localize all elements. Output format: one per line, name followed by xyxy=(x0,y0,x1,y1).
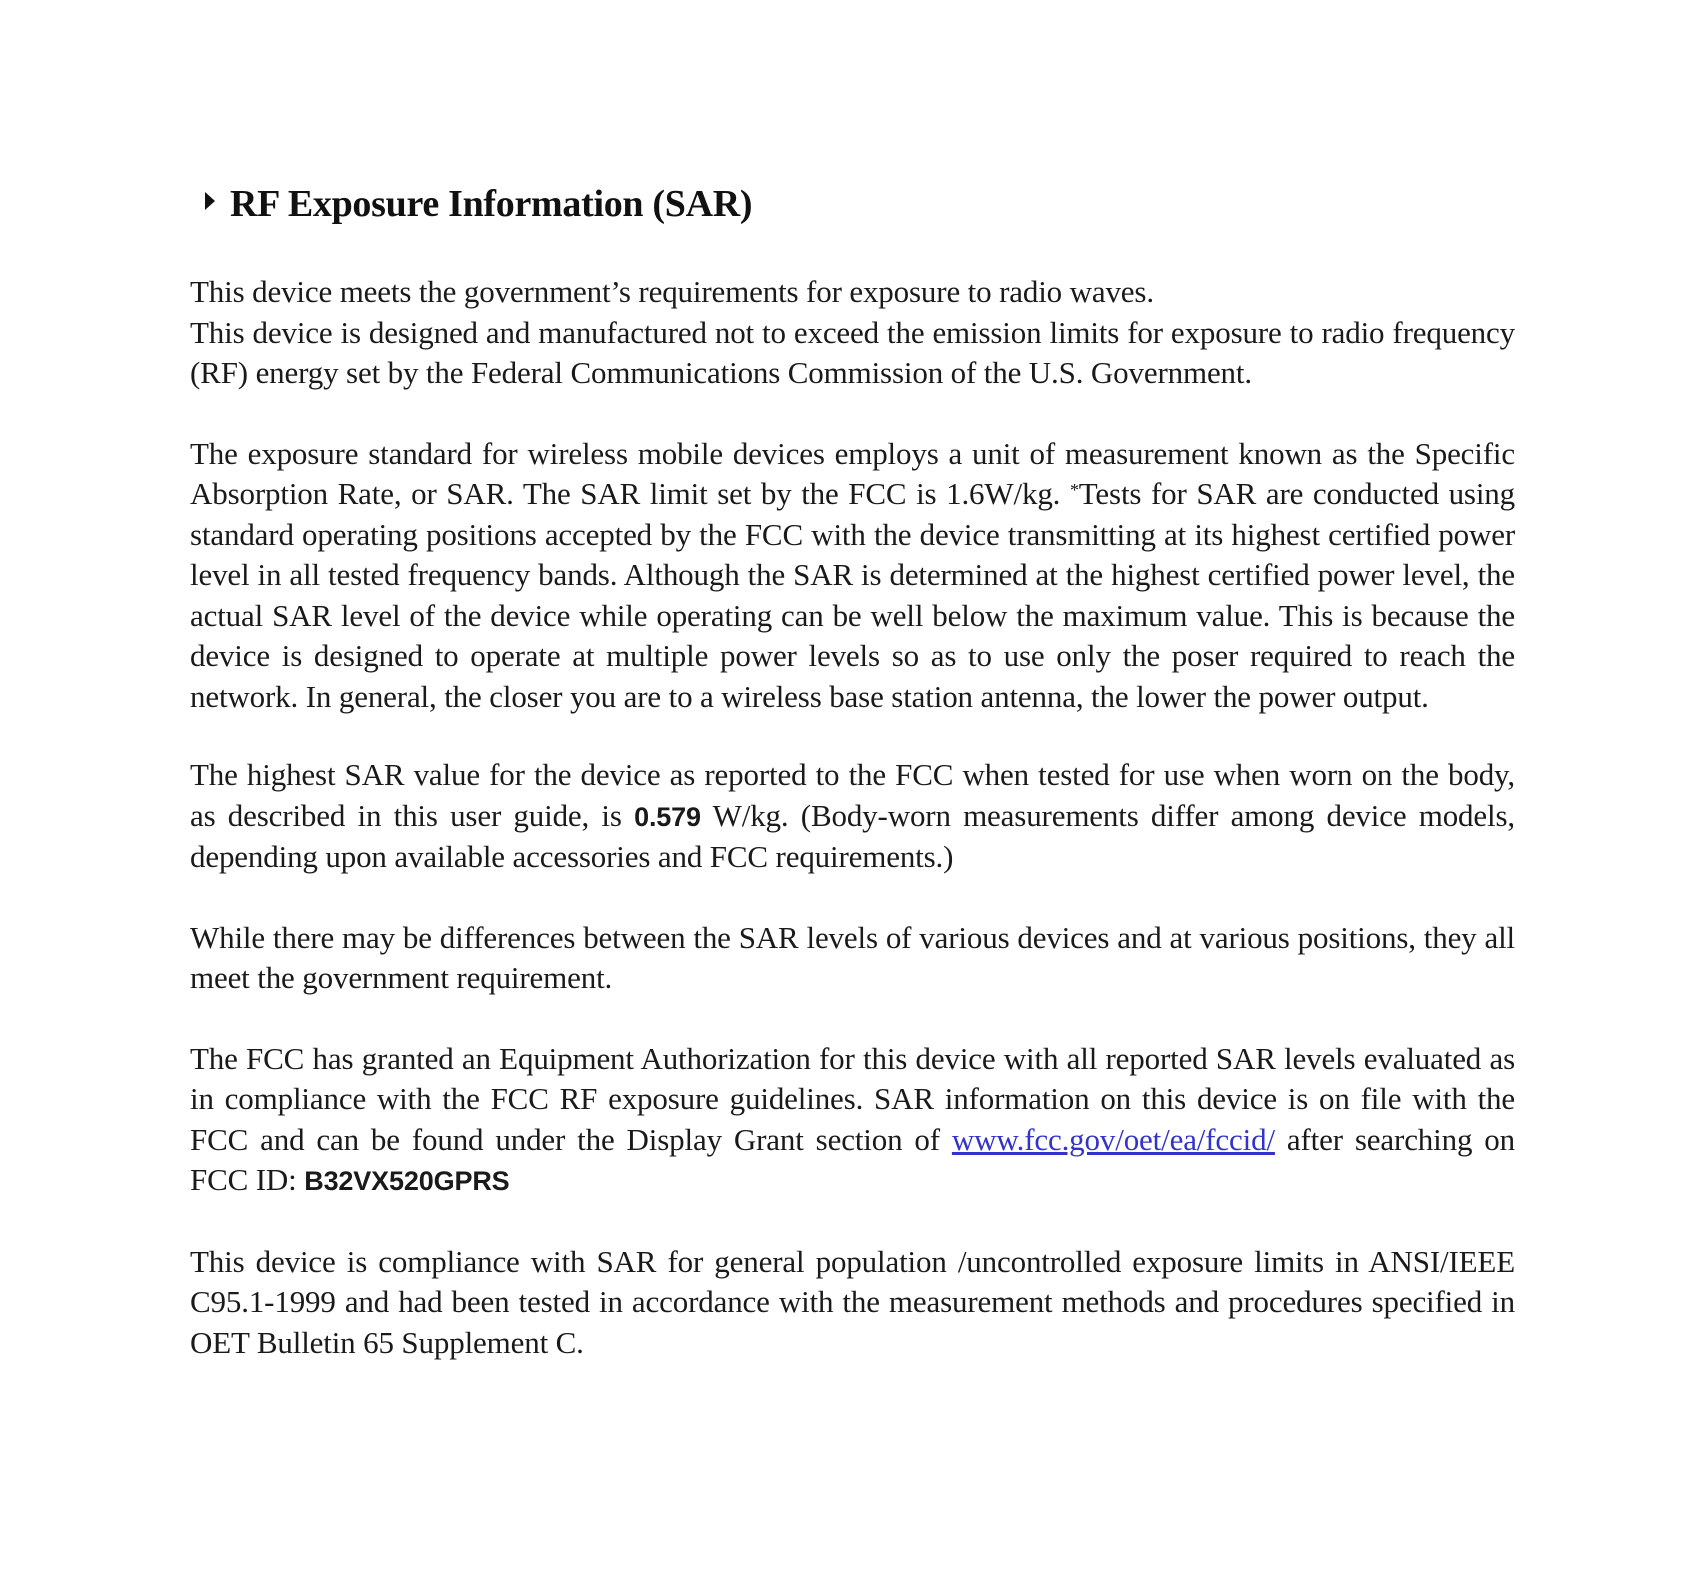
sar-value: 0.579 xyxy=(634,801,701,832)
intro-line-1: This device meets the government’s requirements for exposure to radio waves. xyxy=(190,274,1154,309)
highest-sar-text-b: W/kg. (Body-worn measurements differ among device models, depending upon available accessories and FCC requirements.) xyxy=(190,797,1515,874)
paragraph-authorization xyxy=(190,1039,1515,1202)
paragraph-highest-sar xyxy=(190,755,1515,878)
differences-text: While there may be differences between the SAR levels of various devices and at various positions, they all meet the government requirement. xyxy=(190,919,1515,995)
standard-text-b: Tests for SAR are conducted using standard operating positions accepted by the FCC with the device transmitting at its highest certified power level in all tested frequency bands. Although the SAR is determined at the highest certified power level, the actual SAR level of the device while operating can be well below the maximum value. This is because the device is designed to operate at multiple power levels so as to use only the poser required to reach the network. In general, the closer you are to a wireless base station antenna, the lower the power output. xyxy=(190,476,1515,714)
document-page xyxy=(190,180,1515,1403)
authorization-text-a: The FCC has granted an Equipment Authorization for this device with all reported SAR levels evaluated as in compliance with the FCC RF exposure guidelines. SAR information on this device is on file with the FCC and can be found under the Display Grant section of xyxy=(190,1040,1515,1157)
paragraph-compliance xyxy=(190,1242,1515,1364)
triangle-right-icon xyxy=(205,192,215,210)
intro-line-2: This device is designed and manufactured not to exceed the emission limits for exposure to radio frequency (RF) energy set by the Federal Communications Commission of the U.S. Government. xyxy=(190,314,1515,390)
heading-title: RF Exposure Information (SAR) xyxy=(230,183,753,225)
paragraph-intro xyxy=(190,272,1515,394)
highest-sar-text-a: The highest SAR value for the device as reported to the FCC when tested for use when worn on the body, as described in this user guide, is xyxy=(190,757,1515,833)
authorization-text-b: after searching on FCC ID: xyxy=(190,1121,1515,1197)
section-heading xyxy=(190,180,1515,228)
compliance-text: This device is compliance with SAR for general population /uncontrolled exposure limits in ANSI/IEEE C95.1-1999 and had been tested in accordance with the measurement methods and procedures specified in OET Bulletin 65 Supplement C. xyxy=(190,1243,1515,1360)
paragraph-sar-standard xyxy=(190,434,1515,718)
footnote-mark: * xyxy=(1069,480,1079,500)
fcc-id-search-link[interactable]: www.fcc.gov/oet/ea/fccid/ xyxy=(951,1121,1275,1157)
fcc-id-value: B32VX520GPRS xyxy=(304,1166,510,1196)
standard-text-a: The exposure standard for wireless mobile devices employs a unit of measurement known as the Specific Absorption Rate, or SAR. The SAR limit set by the FCC is 1.6W/kg. xyxy=(190,435,1515,511)
paragraph-differences xyxy=(190,918,1515,999)
